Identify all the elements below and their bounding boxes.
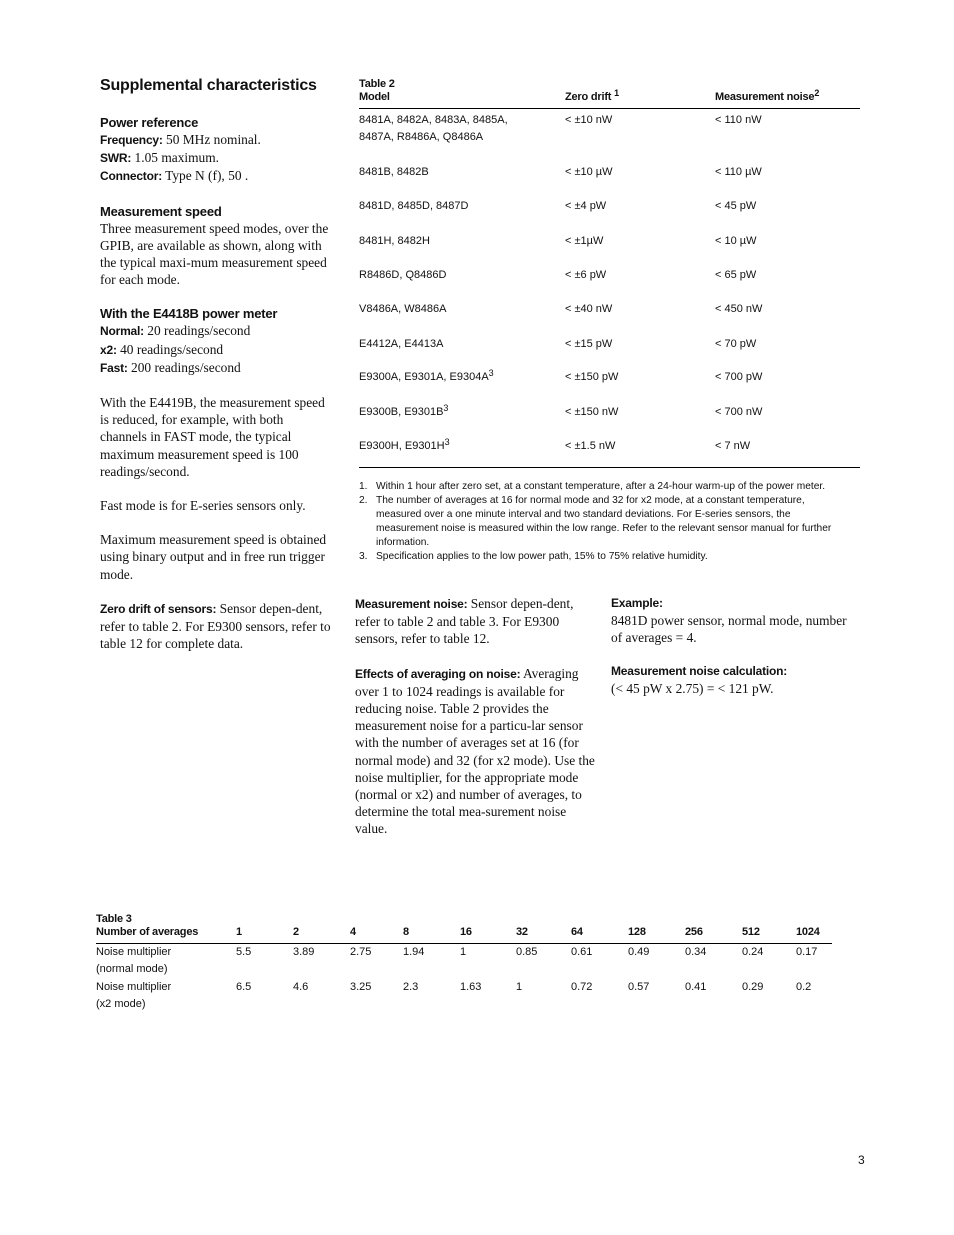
multiplier-cell: 0.61 <box>571 946 593 958</box>
multiplier-cell: 6.5 <box>236 981 252 993</box>
zero-drift-cell: < ±1µW <box>565 235 604 247</box>
averages-header-cell: 2 <box>293 926 299 938</box>
multiplier-cell: 2.75 <box>350 946 372 958</box>
multiplier-cell: 0.49 <box>628 946 650 958</box>
footnotes <box>359 480 839 564</box>
measurement-speed-text: Three measurement speed modes, over the GPIB, are available as shown, along with the typical maxi-mum measurement speed for each mode. <box>100 220 329 288</box>
averages-header-cell: 512 <box>742 926 760 938</box>
page-number: 3 <box>858 1153 865 1167</box>
multiplier-cell: 0.72 <box>571 981 593 993</box>
normal-label: Normal: <box>100 324 144 339</box>
noise-paragraph <box>355 595 597 648</box>
table-2-caption: Table 2 <box>359 78 395 90</box>
multiplier-cell: 2.3 <box>403 981 419 993</box>
noise-cell: < 65 pW <box>715 269 757 281</box>
noise-cell: < 700 nW <box>715 406 763 418</box>
footnote <box>359 550 839 564</box>
noise-cell: < 110 µW <box>715 166 762 178</box>
header-zero-drift-footnote: 1 <box>614 88 619 98</box>
zero-drift-cell: < ±15 pW <box>565 338 613 350</box>
model-cell: E4412A, E4413A <box>359 338 444 350</box>
multiplier-cell: 0.29 <box>742 981 764 993</box>
model-cell: E9300H, $E9301H^3$ <box>359 437 450 452</box>
fast-line <box>100 359 332 377</box>
averages-header-cell: 128 <box>628 926 646 938</box>
table-3-body <box>96 944 832 1014</box>
model-cell: 8481A, 8482A, 8483A, 8485A, 8487A, R8486A, Q8486A <box>359 114 508 143</box>
averaging-body: Averaging over 1 to 1024 readings is available for reducing noise. Table 2 provides the measurement noise for a particu-lar sensor with the number of averages set at 16 (for normal mode) and 32 (for x2 mode). Use the noise multiplier, for the appropriate mode (normal or x2) and number of averages, to determine the total mea-surement noise value. <box>355 665 595 837</box>
averages-header-cell: 1 <box>236 926 242 938</box>
footnote-text: The number of averages at 16 for normal mode and 32 for x2 mode, at a constant temperature, measured over a one minute interval and two standard deviations. For E-series sensors, the measurement noise is measured within the low range. Refer to the relevant sensor manual for further information. <box>376 495 832 548</box>
normal-value: 20 readings/second <box>143 323 251 339</box>
noise-cell: < 450 nW <box>715 303 763 315</box>
zero-drift-cell: < ±4 pW <box>565 200 607 212</box>
swr-value: 1.05 maximum. <box>131 150 219 166</box>
multiplier-cell: 0.2 <box>796 981 812 993</box>
table-row <box>96 979 832 1014</box>
noise-cell: < 110 nW <box>715 114 762 126</box>
header-model: Model <box>359 91 390 103</box>
header-number-of-averages: Number of averages <box>96 926 199 938</box>
zero-drift-cell: < ±1.5 nW <box>565 440 616 452</box>
x2-label: x2: <box>100 342 117 357</box>
zero-drift-cell: < ±10 µW <box>565 166 613 178</box>
multiplier-cell: 0.17 <box>796 946 818 958</box>
zero-drift-cell: < ±10 nW <box>565 114 613 126</box>
power-reference-block <box>100 114 332 186</box>
footnote-text: Specification applies to the low power path, 15% to 75% relative humidity. <box>376 551 708 562</box>
noise-cell: < 45 pW <box>715 200 757 212</box>
zero-drift-body: Sensor depen-dent, refer to table 2. For E9300 sensors, refer to table 12 for complete data. <box>100 600 331 652</box>
multiplier-cell: 1 <box>460 946 467 958</box>
connector-line <box>100 167 332 185</box>
multiplier-cell: 4.6 <box>293 981 309 993</box>
calc-block <box>611 663 851 697</box>
middle-column <box>355 595 597 838</box>
model-footnote-ref: 3 <box>444 437 450 447</box>
footnote-text: Within 1 hour after zero set, at a constant temperature, after a 24-hour warm-up of the power meter. <box>376 481 826 492</box>
footnote-number: 3. <box>359 551 368 562</box>
multiplier-cell: 0.85 <box>516 946 538 958</box>
x2-value: 40 readings/second <box>116 341 224 357</box>
fast-mode-text: Fast mode is for E-series sensors only. <box>100 498 306 514</box>
noise-cell: < 7 nW <box>715 440 751 452</box>
noise-cell: < 10 µW <box>715 235 757 247</box>
zero-drift-cell: < ±40 nW <box>565 303 613 315</box>
noise-label: Measurement noise: <box>355 597 468 611</box>
table-2-body <box>359 109 860 468</box>
multiplier-cell: 1.94 <box>403 946 425 958</box>
zero-drift-cell: < ±6 pW <box>565 269 607 281</box>
swr-label: SWR: <box>100 151 132 166</box>
zero-drift-cell: < ±150 pW <box>565 371 619 383</box>
model-cell: 8481H, 8482H <box>359 235 430 247</box>
multiplier-cell: 3.89 <box>293 946 315 958</box>
multiplier-cell: 0.57 <box>628 981 650 993</box>
calc-label: Measurement noise calculation: <box>611 664 788 679</box>
frequency-line <box>100 131 332 149</box>
footnote <box>359 494 839 550</box>
multiplier-cell: 0.34 <box>685 946 707 958</box>
measurement-speed-heading: Measurement speed <box>100 203 222 219</box>
example-label: Example: <box>611 596 663 610</box>
x2-line <box>100 341 332 359</box>
averaging-label: Effects of averaging on noise: <box>355 666 521 681</box>
example-text: 8481D power sensor, normal mode, number of averages = 4. <box>611 613 847 646</box>
averages-header-cell: 32 <box>516 926 528 938</box>
left-column <box>100 77 332 669</box>
multiplier-cell: 0.41 <box>685 981 707 993</box>
averages-header-cell: 16 <box>460 926 472 938</box>
model-cell: 8481D, 8485D, 8487D <box>359 200 469 212</box>
noise-cell: < 70 pW <box>715 338 757 350</box>
measurement-speed-block <box>100 203 332 289</box>
header-zero-drift: Zero drift $^1$ <box>565 88 619 103</box>
row-label: Noise multiplier (normal mode) <box>96 946 172 975</box>
section-title: Supplemental characteristics <box>100 77 317 94</box>
max-speed-text: Maximum measurement speed is obtained using binary output and in free run trigger mode. <box>100 532 327 582</box>
model-footnote-ref: 3 <box>488 368 494 378</box>
zero-drift-cell: < ±150 nW <box>565 406 619 418</box>
averages-header-cell: 1024 <box>796 926 820 938</box>
power-reference-heading: Power reference <box>100 115 199 130</box>
row-label: Noise multiplier (x2 mode) <box>96 981 172 1010</box>
model-cell: E9300A, E9301A, $E9304A^3$ <box>359 368 494 383</box>
frequency-label: Frequency: <box>100 133 163 147</box>
fast-value: 200 readings/second <box>127 359 241 375</box>
right-column <box>611 595 851 698</box>
noise-body: Sensor depen-dent, refer to table 2 and table 3. For E9300 sensors, refer to table 12. <box>355 596 574 647</box>
header-noise-footnote: 2 <box>814 88 820 98</box>
model-footnote-ref: 3 <box>443 403 449 413</box>
averages-header-cell: 256 <box>685 926 703 938</box>
example-block <box>611 595 851 646</box>
multiplier-cell: 3.25 <box>350 981 372 993</box>
footnote-number: 1. <box>359 481 368 492</box>
swr-line <box>100 149 332 167</box>
averaging-paragraph <box>355 665 597 838</box>
table-row <box>96 944 832 979</box>
averages-header-cell: 8 <box>403 926 409 938</box>
model-cell: E9300B, $E9301B^3$ <box>359 403 449 418</box>
table-3-header <box>96 926 832 944</box>
zero-drift-label: Zero drift of sensors: <box>100 601 217 616</box>
model-cell: V8486A, W8486A <box>359 303 447 315</box>
model-cell: 8481B, 8482B <box>359 166 429 178</box>
averages-header-cell: 64 <box>571 926 583 938</box>
e4418b-block <box>100 305 332 377</box>
normal-line <box>100 322 332 340</box>
footnote <box>359 480 839 494</box>
noise-cell: < 700 pW <box>715 371 763 383</box>
connector-value: Type N (f), 50 . <box>162 168 249 184</box>
table-3 <box>96 913 832 1014</box>
model-cell: R8486D, Q8486D <box>359 269 447 281</box>
table-2 <box>359 78 860 468</box>
multiplier-cell: 0.24 <box>742 946 764 958</box>
table-2-header <box>359 88 860 109</box>
footnote-number: 2. <box>359 495 368 506</box>
table-3-caption: Table 3 <box>96 913 132 925</box>
fast-label: Fast: <box>100 360 128 375</box>
frequency-value: 50 MHz nominal. <box>162 132 261 147</box>
multiplier-cell: 1 <box>516 981 523 993</box>
multiplier-cell: 5.5 <box>236 946 252 958</box>
e4419b-text: With the E4419B, the measurement speed is reduced, for example, with both channels in FAST mode, the typical maximum measurement speed is 100 readings/second. <box>100 395 325 479</box>
e4418b-heading: With the E4418B power meter <box>100 306 278 322</box>
calc-text: (< 45 pW x 2.75) = < 121 pW. <box>611 681 774 697</box>
multiplier-cell: 1.63 <box>460 981 482 993</box>
zero-drift-text <box>100 600 332 653</box>
connector-label: Connector: <box>100 169 162 184</box>
averages-header-cell: 4 <box>350 926 356 938</box>
header-noise: Measurement noise$^2$ <box>715 88 820 103</box>
